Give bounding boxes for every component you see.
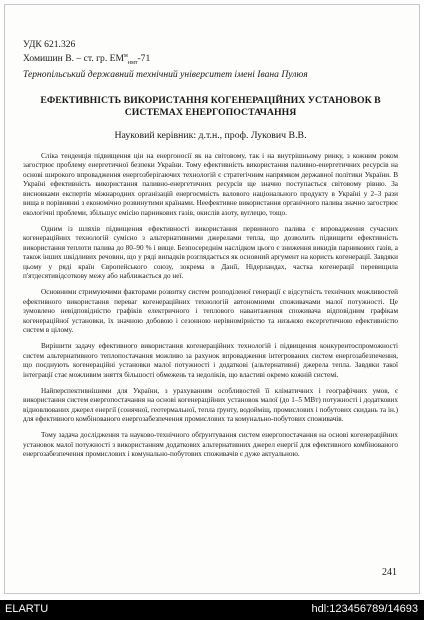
supervisor-line: Науковий керівник: д.т.н., проф. Лукович В.В.	[114, 129, 307, 141]
author-line	[23, 51, 398, 70]
page-content	[23, 39, 398, 466]
paper-metadata	[23, 39, 398, 81]
page-number: 241	[382, 567, 397, 578]
paragraph: Вирішити задачу ефективного використання когенераційних технологій і підвищення конкурентоспроможності систем альтернативного теплопостачання можливо за рахунок впровадження інтегрованих систем енергозабезпечення, що поєднують когенераційні установки малої потужності і додаткові (альтернативні) джерела тепла. Завдяки такої інтеграції стає можливим зняття більшості обмежень та недоліків, що властиві окремо кожній системі.	[23, 342, 398, 379]
paper-body	[23, 152, 398, 460]
group-number: -71	[137, 52, 151, 64]
handle-identifier[interactable]: hdl:123456789/14693	[311, 603, 418, 615]
group-subscript: нмт	[127, 59, 138, 66]
paragraph: Одним із шляхів підвищення ефективності використання первинного палива є впровадження сучасних когенераційних технологій сумісно з альтернативними джерелами тепла, що дозволить підвищити ефективність використання теплоти палива до 80–90 % і вище. Безпосереднім наслідком цього є зниження викидів парникових газів, а також інших шкідливих речовин, що у ряді випадків розглядається як основний аргумент на користь когенерації. Завдяки цьому у ряді країн Європейського союзу, зокрема в Данії, Нідерландах, частка когенерації перевищила п'ятдесятивідсоткову межу або наближається до неї.	[23, 224, 398, 281]
paragraph: Найперспективнішими для України, з урахуванням особливостей її кліматичних і географічних умов, є використання систем енергопостачання на основі когенераційних установок малої (до 1–5 МВт) потужності і додаткових відновлюваних джерел енергії (сонячної, геотермальної, тепла ґрунту, водойміщ, промислових і побутових скидань та ін.) для ефективного комбінованого енергозабезпечення промислових та комунально-побутових споживачів.	[23, 386, 398, 424]
paragraph: Тому задача дослідження та науково-технічного обґрунтування систем енергопостачання на основі когенераційних установок малої потужності з використанням додаткових альтернативних джерел енергії для ефективного комбінованого енергозабезпечення промислових і комунально-побутових споживачів є дуже актуальною.	[23, 431, 398, 459]
udc-code: УДК 621.326	[23, 39, 76, 50]
author-name: Хомишин В. – ст. гр. ЕМ	[23, 52, 125, 64]
repository-name: ELARTU	[5, 603, 49, 615]
affiliation: Тернопільський державний технічний університет імені Івана Пулюя	[23, 69, 308, 81]
repository-footer	[0, 600, 424, 620]
group-superscript: м	[124, 52, 128, 59]
paragraph: Основними стримуючими факторами розвитку систем розподіленої генерації є відсутність технічних можливостей ефективного використання переваг когенераційних технологій автономними споживачами малої потужності. Це зумовлено невідповідністю графіків електричного і теплового навантаження споживача відповідним графікам когенераційної установки, їх значною добовою і сезонною нерівномірністю та низькою ексергетичною ефективністю систем в цілому.	[23, 288, 398, 335]
document-page	[4, 4, 420, 594]
paper-title: ЕФЕКТИВНІСТЬ ВИКОРИСТАННЯ КОГЕНЕРАЦІЙНИХ УСТАНОВОК В СИСТЕМАХ ЕНЕРГОПОСТАЧАННЯ	[40, 94, 381, 118]
paragraph: Сліка тенденція підвищення цін на енергоносії як на світовому, так і на внутрішньому ринку, з кожним роком загострює проблему енергетичної безпеки України. Тому ефективність використання паливно-енергетичних ресурсів на основі широкого впровадження енергозберігаючих технологій є стратегічним напрямком державної політики України. В Україні ефективність використання паливно-енергетичних ресурсів ще значно поступається світовому рівню. За висновками експертів міжнародних організацій енергоємність валового національного продукту в Україні у 2–3 рази вища в порівнянні з економічно розвинутими країнами. Неефективне використання органічного палива значно загострює екологічні проблеми, збільшує емісію парникових газів, окислів азоту, вуглецю, тощо.	[23, 151, 398, 217]
